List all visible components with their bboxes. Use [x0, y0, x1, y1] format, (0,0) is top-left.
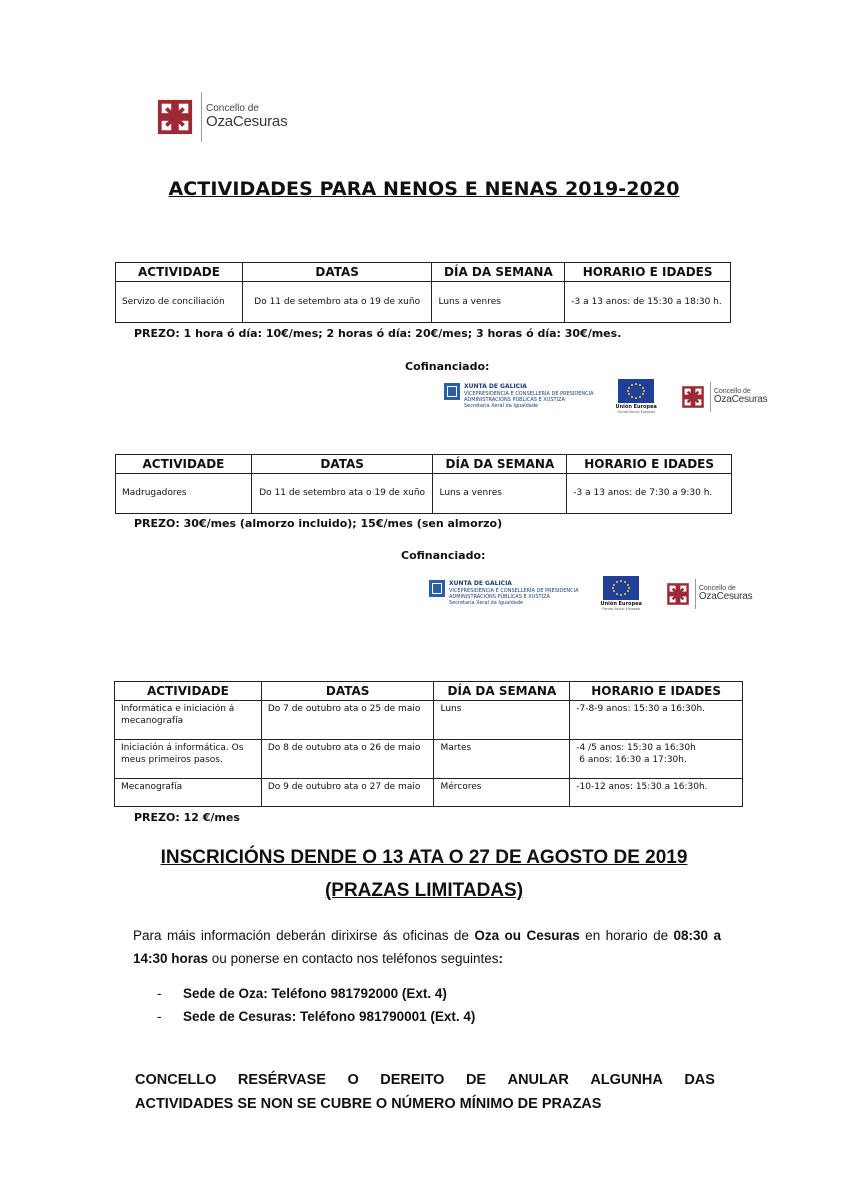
xunta-emblem-icon — [444, 383, 460, 400]
logo-line1: Concello de — [713, 387, 751, 395]
notice-word: DAS — [684, 1072, 715, 1088]
cofinanciado-label-1: Cofinanciado: — [405, 360, 490, 373]
table-row — [116, 474, 732, 514]
cell-datas: Do 9 de outubro ata o 27 de maio — [261, 779, 434, 807]
notice-word: DE — [465, 1072, 487, 1088]
price-text-3: PREZO: 12 €/mes — [134, 811, 240, 824]
xunta-line3: ADMINISTRACIÓNS PÚBLICAS E XUSTIZA — [464, 397, 565, 404]
xunta-line2: VICEPRESIDENCIA E CONSELLERÍA DE PRESIDENCIA — [464, 390, 594, 397]
concello-logo-small — [666, 579, 753, 609]
header-datas: DATAS — [242, 263, 432, 282]
notice-word: O — [347, 1072, 359, 1088]
price-text-2: PREZO: 30€/mes (almorzo incluido); 15€/mes (sen almorzo) — [134, 517, 503, 530]
cell-dia: Martes — [434, 740, 570, 779]
xunta-line3: ADMINISTRACIÓNS PÚBLICAS E XUSTIZA — [449, 594, 550, 601]
table-header-row — [116, 455, 732, 474]
celtic-knot-icon — [666, 582, 690, 606]
header-horario: HORARIO E IDADES — [570, 682, 743, 701]
info-text: Para máis información deberán dirixirse ás oficinas de — [133, 928, 475, 943]
xunta-name: XUNTA DE GALICIA — [449, 580, 512, 588]
list-dash: - — [157, 1009, 162, 1024]
cell-horario — [570, 740, 743, 779]
cofinanciado-label-2: Cofinanciado: — [401, 549, 486, 562]
eu-caption: Unión Europea — [600, 601, 642, 607]
cell-actividade: Servizo de conciliación — [116, 282, 243, 323]
header-actividade: ACTIVIDADE — [115, 682, 262, 701]
schedule-table-madrugadores — [115, 454, 732, 514]
header-horario: HORARIO E IDADES — [565, 263, 731, 282]
cell-dia: Mércores — [434, 779, 570, 807]
eu-logo — [601, 576, 642, 611]
price-text-1: PREZO: 1 hora ó día: 10€/mes; 2 horas ó día: 20€/mes; 3 horas ó día: 30€/mes. — [134, 327, 622, 340]
cell-actividade: Iniciación á informática. Os meus primeiros pasos. — [115, 740, 262, 779]
table-row — [115, 779, 743, 807]
eu-caption-fund: Fondo Social Europeo — [617, 410, 656, 414]
xunta-line2: VICEPRESIDENCIA E CONSELLERÍA DE PRESIDENCIA — [449, 587, 579, 594]
cell-horario — [570, 701, 743, 740]
cell-datas: Do 11 de setembro ata o 19 de xuño — [242, 282, 432, 323]
celtic-knot-icon — [681, 385, 705, 409]
horario-line: -7-8-9 anos: 15:30 a 16:30h. — [576, 704, 706, 714]
eu-flag-icon — [603, 576, 639, 600]
header-actividade: ACTIVIDADE — [116, 263, 243, 282]
xunta-line4: Secretaría Xeral da Igualdade — [449, 600, 524, 607]
cell-datas: Do 8 de outubro ata o 26 de maio — [261, 740, 434, 779]
cell-horario: -3 a 13 anos: de 7:30 a 9:30 h. — [567, 474, 732, 514]
cofin-logos-2 — [429, 576, 752, 611]
cell-actividade: Informática e iniciación á mecanografía — [115, 701, 262, 740]
info-text: en horario de — [579, 928, 674, 943]
notice-word: DEREITO — [380, 1072, 445, 1088]
eu-flag-icon — [618, 379, 654, 403]
concello-logo — [156, 92, 287, 142]
cell-actividade: Mecanografía — [115, 779, 262, 807]
notice-word: ANULAR — [507, 1072, 569, 1088]
horario-line: -10-12 anos: 15:30 a 16:30h. — [576, 782, 708, 792]
inscricions-heading: INSCRICIÓNS DENDE O 13 ATA O 27 DE AGOSTO DE 2019 — [160, 847, 688, 868]
notice-line2: ACTIVIDADES SE NON SE CUBRE O NÚMERO MÍNIMO DE PRAZAS — [135, 1096, 602, 1112]
logo-line1: Concello de — [206, 102, 259, 114]
header-actividade: ACTIVIDADE — [116, 455, 252, 474]
info-offices: Oza ou Cesuras — [474, 928, 580, 943]
info-paragraph — [133, 924, 721, 970]
header-dia: DÍA DA SEMANA — [434, 682, 570, 701]
info-hours: 08:30 a 14:30 horas — [133, 928, 721, 966]
header-datas: DATAS — [261, 682, 434, 701]
eu-logo — [616, 379, 657, 414]
cell-dia: Luns a venres — [432, 282, 565, 323]
horario-line: -4 /5 anos: 15:30 a 16:30h — [576, 743, 696, 753]
table-row — [116, 282, 731, 323]
celtic-knot-icon — [156, 98, 194, 136]
header-dia: DÍA DA SEMANA — [433, 455, 567, 474]
horario-line-2: 6 anos: 16:30 a 17:30h. — [579, 755, 687, 766]
header-dia: DÍA DA SEMANA — [432, 263, 565, 282]
table-row — [115, 701, 743, 740]
eu-caption: Unión Europea — [615, 404, 657, 410]
contact-text: Sede de Oza: Teléfono 981792000 (Ext. 4) — [183, 986, 447, 1001]
notice-word: CONCELLO — [135, 1072, 217, 1088]
header-horario: HORARIO E IDADES — [567, 455, 732, 474]
contact-text: Sede de Cesuras: Teléfono 981790001 (Ext. 4) — [183, 1009, 476, 1024]
schedule-table-conciliacion — [115, 262, 731, 323]
logo-line2: OzaCesuras — [698, 590, 753, 602]
info-text: ou ponerse en contacto nos teléfonos seguintes — [208, 951, 499, 966]
cell-dia: Luns — [434, 701, 570, 740]
logo-line2: OzaCesuras — [206, 113, 288, 131]
xunta-logo — [444, 383, 594, 409]
cell-horario: -3 a 13 anos: de 15:30 a 18:30 h. — [565, 282, 731, 323]
cell-datas: Do 11 de setembro ata o 19 de xuño — [251, 474, 433, 514]
info-colon: : — [498, 951, 504, 966]
logo-line1: Concello de — [698, 584, 736, 592]
prazas-limitadas: (PRAZAS LIMITADAS) — [324, 880, 524, 901]
notice-line1 — [135, 1068, 715, 1092]
notice-text — [135, 1068, 715, 1116]
page-title: ACTIVIDADES PARA NENOS E NENAS 2019-2020 — [168, 178, 680, 200]
logo-divider — [201, 92, 202, 142]
notice-word: RESÉRVASE — [237, 1072, 326, 1088]
cell-horario — [570, 779, 743, 807]
logo-line2: OzaCesuras — [713, 393, 768, 405]
table-header-row — [116, 263, 731, 282]
concello-logo-small — [681, 382, 768, 412]
table-header-row — [115, 682, 743, 701]
notice-word: ALGUNHA — [590, 1072, 663, 1088]
xunta-name: XUNTA DE GALICIA — [464, 383, 527, 391]
contact-oza — [157, 986, 447, 1001]
cell-dia: Luns a venres — [433, 474, 567, 514]
xunta-logo — [429, 580, 579, 606]
table-row — [115, 740, 743, 779]
logo-divider — [695, 579, 696, 609]
header-datas: DATAS — [251, 455, 433, 474]
xunta-line4: Secretaría Xeral da Igualdade — [464, 403, 539, 410]
cell-datas: Do 7 de outubro ata o 25 de maio — [261, 701, 434, 740]
logo-divider — [710, 382, 711, 412]
logo-text — [206, 104, 287, 130]
contact-cesuras — [157, 1009, 475, 1024]
xunta-emblem-icon — [429, 580, 445, 597]
eu-caption-fund: Fondo Social Europeo — [602, 607, 641, 611]
schedule-table-informatica — [114, 681, 743, 807]
cofin-logos-1 — [444, 379, 767, 414]
list-dash: - — [157, 986, 162, 1001]
cell-actividade: Madrugadores — [116, 474, 252, 514]
